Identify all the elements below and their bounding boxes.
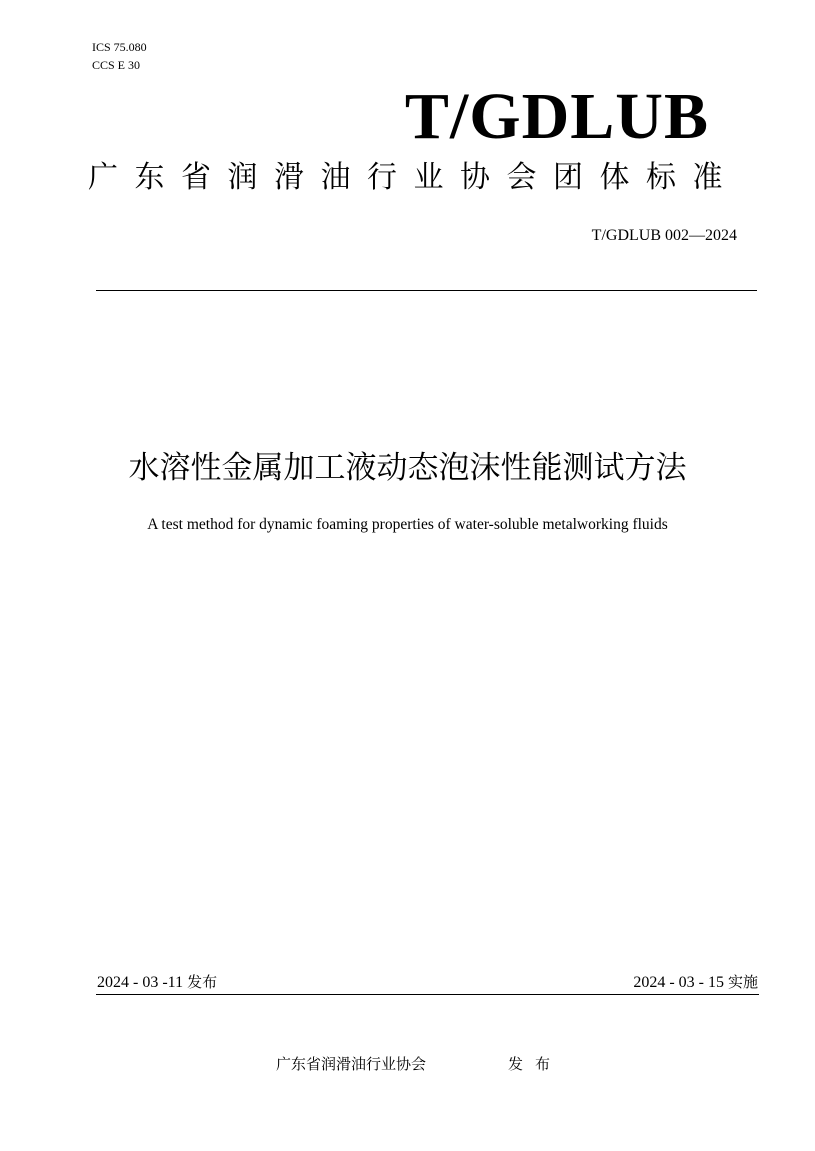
standard-number: T/GDLUB 002—2024: [591, 227, 737, 244]
ics-code: ICS 75.080: [92, 40, 147, 54]
header-divider: [96, 290, 757, 291]
footer-divider: [96, 994, 759, 995]
implementation-date: [633, 972, 758, 993]
publisher-name: 广东省润滑油行业协会: [276, 1055, 427, 1073]
implementation-date-value: 2024 - 03 - 15: [633, 974, 728, 991]
ccs-code: CCS E 30: [92, 58, 141, 72]
standard-logo: T/GDLUB: [404, 80, 709, 153]
issue-date-label: 发布: [187, 973, 218, 991]
document-title-english: A test method for dynamic foaming properties of water-soluble metalworking fluids: [147, 516, 668, 533]
organization-standard-title: 广东省润滑油行业协会团体标准: [88, 160, 739, 195]
issue-date-value: 2024 - 03 -11: [97, 974, 188, 991]
document-title-chinese: 水溶性金属加工液动态泡沫性能测试方法: [128, 450, 687, 486]
issue-date: [97, 972, 217, 993]
publish-label: 发布: [508, 1055, 563, 1073]
implementation-date-label: 实施: [727, 973, 758, 991]
